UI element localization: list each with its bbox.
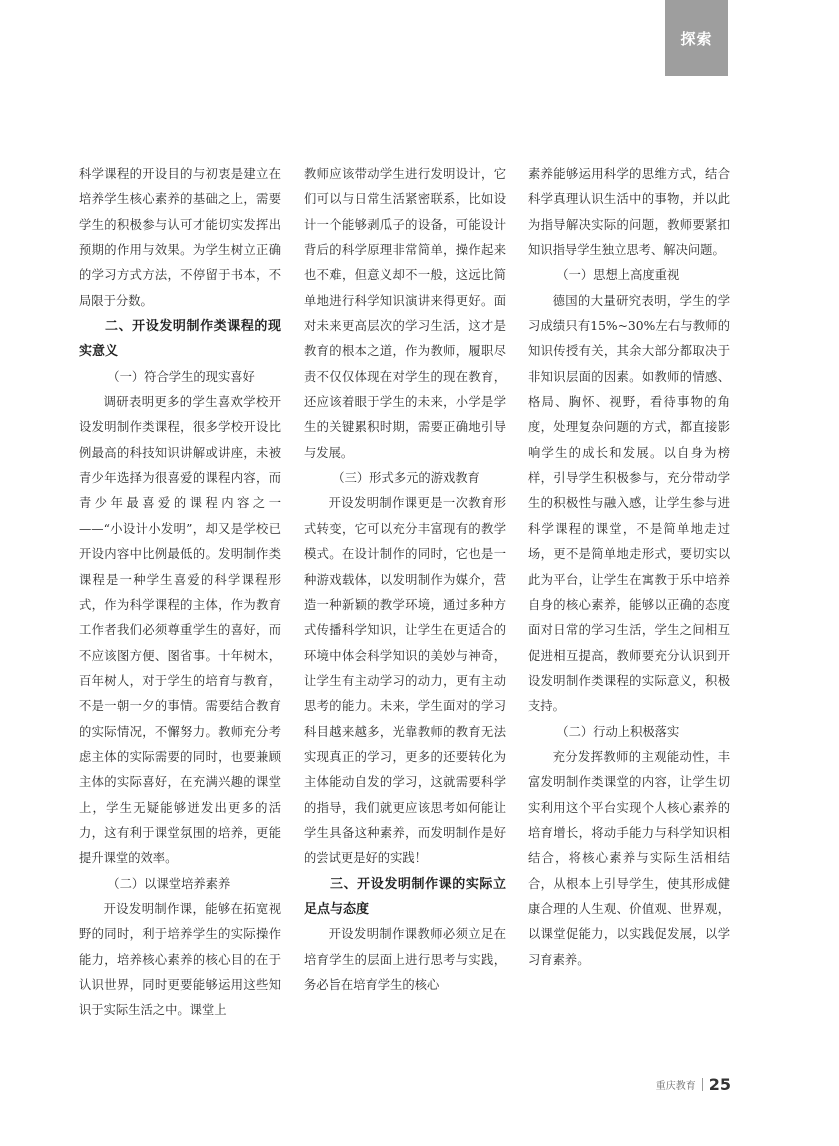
paragraph: 德国的大量研究表明，学生的学习成绩只有15%~30%左右与教师的知识传授有关，其余大部分都取决于非知识层面的因素。如教师的情感、格局、胸怀、视野，看待事物的角度，处理复杂问题的方式，都直接影响学生的成长和发展。以自身为榜样，引导学生积极参与，充分带动学生的积极性与融入感，让学生参与进科学课程的课堂，不是简单地走过场，更不是简单地走形式，要切实以此为平台，让学生在寓教于乐中培养自身的核心素养，能够以正确的态度面对日常的学习生活，学生之间相互促进相互提高，教师要充分认识到开设发明制作类课程的实际意义，积极支持。 — [528, 293, 730, 714]
journal-name: 重庆教育 — [655, 1081, 696, 1092]
subsection-heading: （二）以课堂培养素养 — [107, 876, 231, 891]
page-footer — [656, 1075, 731, 1094]
subsection-heading: （二）行动上积极落实 — [556, 724, 680, 739]
footer-divider — [702, 1078, 703, 1091]
subsection-heading: （一）思想上高度重视 — [556, 268, 680, 283]
page-number: 25 — [708, 1075, 731, 1094]
section-tab: 探索 — [665, 0, 728, 76]
text-column-2 — [304, 162, 506, 998]
paragraph: 充分发挥教师的主观能动性，丰富发明制作类课堂的内容，让学生切实利用这个平台实现个人核心素养的培育增长，将动手能力与科学知识相结合，将核心素养与实际生活相结合，从根本上引导学生，使其形成健康合理的人生观、价值观、世界观，以课堂促能力，以实践促发展，以学习育素养。 — [528, 749, 730, 967]
text-column-1 — [79, 162, 281, 1024]
paragraph: 调研表明更多的学生喜欢学校开设发明制作类课程，很多学校开设比例最高的科技知识讲解或讲座，未被青少年选择为很喜爱的课程内容，而青少年最喜爱的课程内容之一——“小设计小发明”，却又是学校已开设内容中比例最低的。发明制作类课程是一种学生喜爱的科学课程形式，作为科学课程的主体，作为教育工作者我们必须尊重学生的喜好，而不应该图方便、图省事。十年树木，百年树人，对于学生的培育与教育，不是一朝一夕的事情。需要结合教育的实际情况，不懈努力。教师充分考虑主体的实际需要的同时，也要兼顾主体的实际喜好，在充满兴趣的课堂上，学生无疑能够迸发出更多的活力，这有利于课堂氛围的培养，更能提升课堂的效率。 — [79, 395, 281, 866]
subsection-heading: （三）形式多元的游戏教育 — [332, 471, 480, 486]
section-heading: 二、开设发明制作类课程的现实意义 — [79, 319, 281, 360]
paragraph: 开设发明制作课，能够在拓宽视野的同时，利于培养学生的实际操作能力，培养核心素养的核心目的在于认识世界，同时更要能够运用这些知识于实际生活之中。课堂上 — [79, 901, 281, 1018]
subsection-heading: （一）符合学生的现实喜好 — [107, 369, 255, 384]
paragraph: 教师应该带动学生进行发明设计，它们可以与日常生活紧密联系，比如设计一个能够剥瓜子的设备，可能设计背后的科学原理非常简单，操作起来也不难，但意义却不一般，这远比简单地进行科学知识演讲来得更好。面对未来更高层次的学习生活，这才是教育的根本之道，作为教师，履职尽责不仅仅体现在对学生的现在教育，还应该着眼于学生的未来，小学是学生的关键累积时期，需要正确地引导与发展。 — [304, 167, 506, 460]
paragraph: 开设发明制作课教师必须立足在培育学生的层面上进行思考与实践，务必旨在培育学生的核心 — [304, 927, 506, 992]
paragraph: 开设发明制作课更是一次教育形式转变，它可以充分丰富现有的教学模式。在设计制作的同时，它也是一种游戏载体，以发明制作为媒介，营造一种新颖的教学环境，通过多种方式传播科学知识，让学生在更适合的环境中体会科学知识的美妙与神奇，让学生有主动学习的动力，更有主动思考的能力。未来，学生面对的学习科目越来越多，光靠教师的教育无法实现真正的学习，更多的还要转化为主体能动自发的学习，这就需要科学的指导，我们就更应该思考如何能让学生具备这种素养，而发明制作是好的尝试更是好的实践！ — [304, 496, 506, 866]
section-heading: 三、开设发明制作课的实际立足点与态度 — [304, 876, 506, 917]
paragraph: 科学课程的开设目的与初衷是建立在培养学生核心素养的基础之上，需要学生的积极参与认可才能切实发挥出预期的作用与效果。为学生树立正确的学习方式方法，不停留于书本，不局限于分数。 — [79, 167, 281, 308]
text-column-3 — [528, 162, 730, 973]
paragraph: 素养能够运用科学的思维方式，结合科学真理认识生活中的事物，并以此为指导解决实际的问题，教师要紧扣知识指导学生独立思考、解决问题。 — [528, 167, 730, 258]
